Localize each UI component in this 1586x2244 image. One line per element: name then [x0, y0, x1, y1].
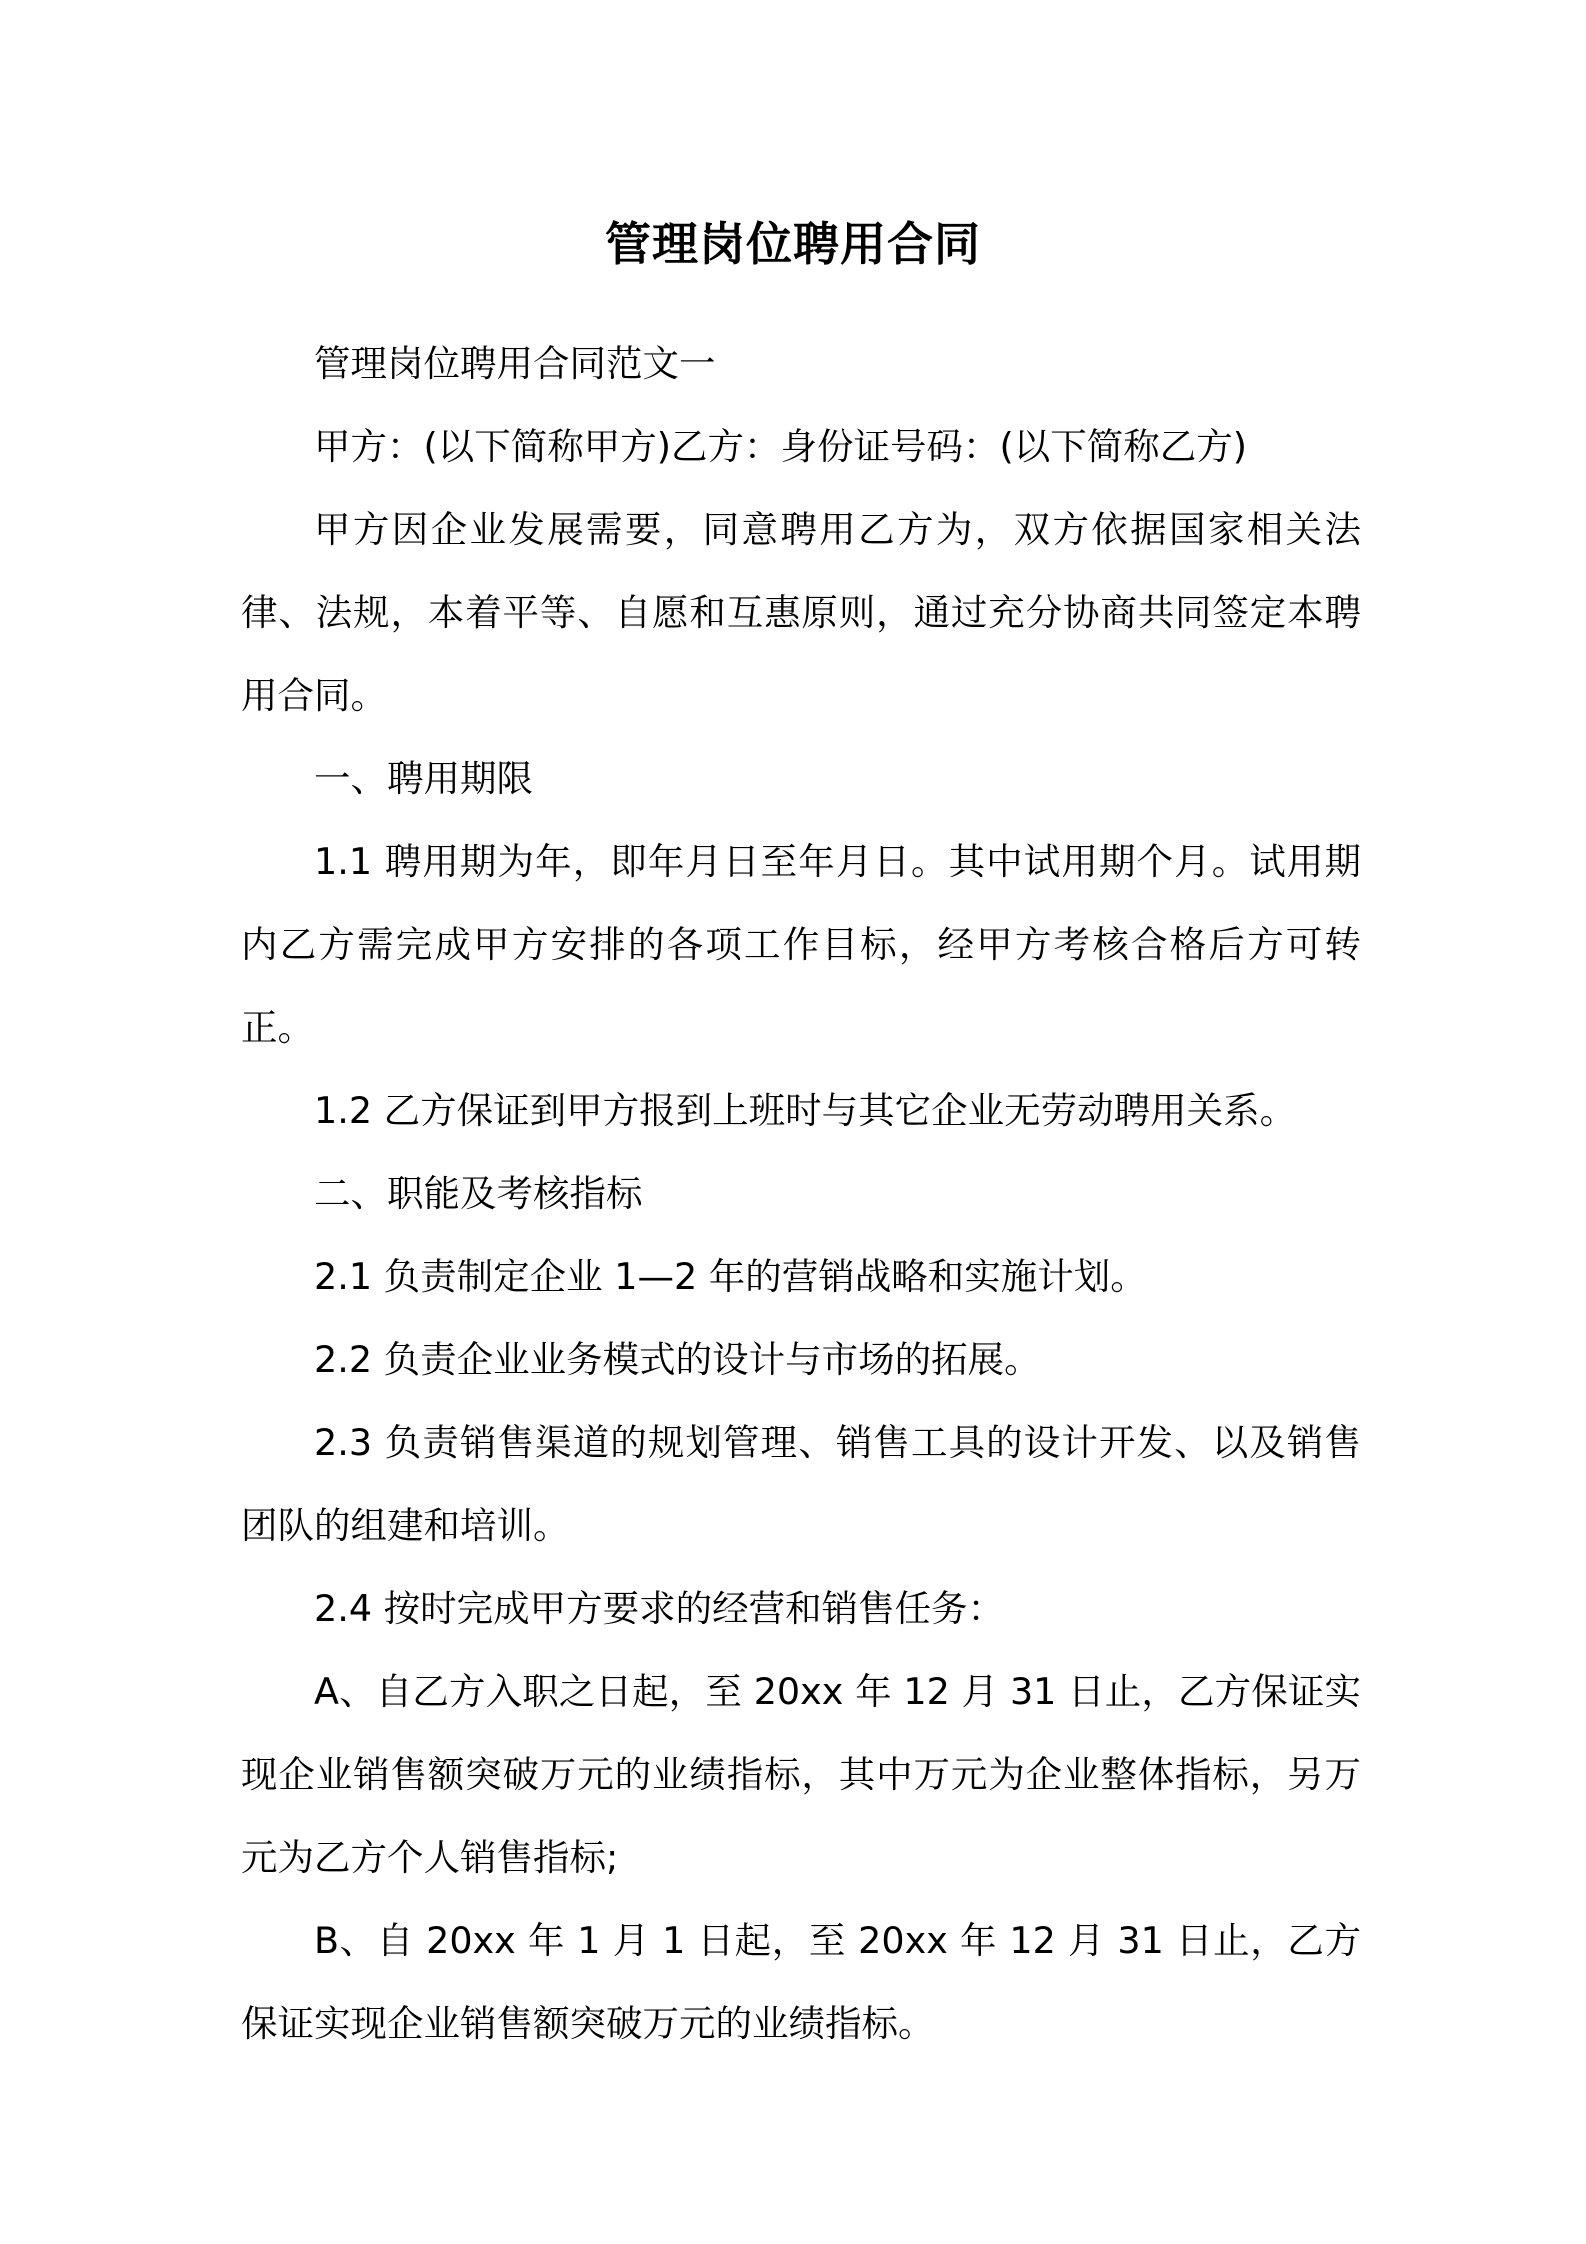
document-title: 管理岗位聘用合同 — [605, 217, 981, 271]
document-body — [241, 322, 1361, 2065]
clause-2-1: 2.1 负责制定企业 1—2 年的营销战略和实施计划。 — [314, 1255, 1147, 1298]
clause-2-4-b: B、自 20xx 年 1 月 1 日起，至 20xx 年 12 月 31 日止，乙方保证实现企业销售额突破万元的业绩指标。 — [241, 1919, 1361, 2045]
clause-1-1: 1.1 聘用期为年，即年月日至年月日。其中试用期个月。试用期内乙方需完成甲方安排的各项工作目标，经甲方考核合格后方可转正。 — [241, 840, 1361, 1049]
clause-2-4: 2.4 按时完成甲方要求的经营和销售任务： — [314, 1587, 1005, 1630]
clause-2-4-a: A、自乙方入职之日起，至 20xx 年 12 月 31 日止，乙方保证实现企业销售额突破万元的业绩指标，其中万元为企业整体指标，另万元为乙方个人销售指标; — [241, 1670, 1361, 1879]
paragraph-parties: 甲方：(以下简称甲方)乙方：身份证号码：(以下简称乙方) — [314, 425, 1247, 468]
section-heading-duties: 二、职能及考核指标 — [314, 1172, 643, 1215]
paragraph-subtitle: 管理岗位聘用合同范文一 — [314, 342, 716, 385]
clause-2-3: 2.3 负责销售渠道的规划管理、销售工具的设计开发、以及销售团队的组建和培训。 — [241, 1421, 1361, 1547]
clause-1-2: 1.2 乙方保证到甲方报到上班时与其它企业无劳动聘用关系。 — [314, 1089, 1297, 1132]
paragraph-preamble: 甲方因企业发展需要，同意聘用乙方为，双方依据国家相关法律、法规，本着平等、自愿和互惠原则，通过充分协商共同签定本聘用合同。 — [241, 508, 1361, 717]
section-heading-term: 一、聘用期限 — [314, 757, 533, 800]
clause-2-2: 2.2 负责企业业务模式的设计与市场的拓展。 — [314, 1338, 1041, 1381]
